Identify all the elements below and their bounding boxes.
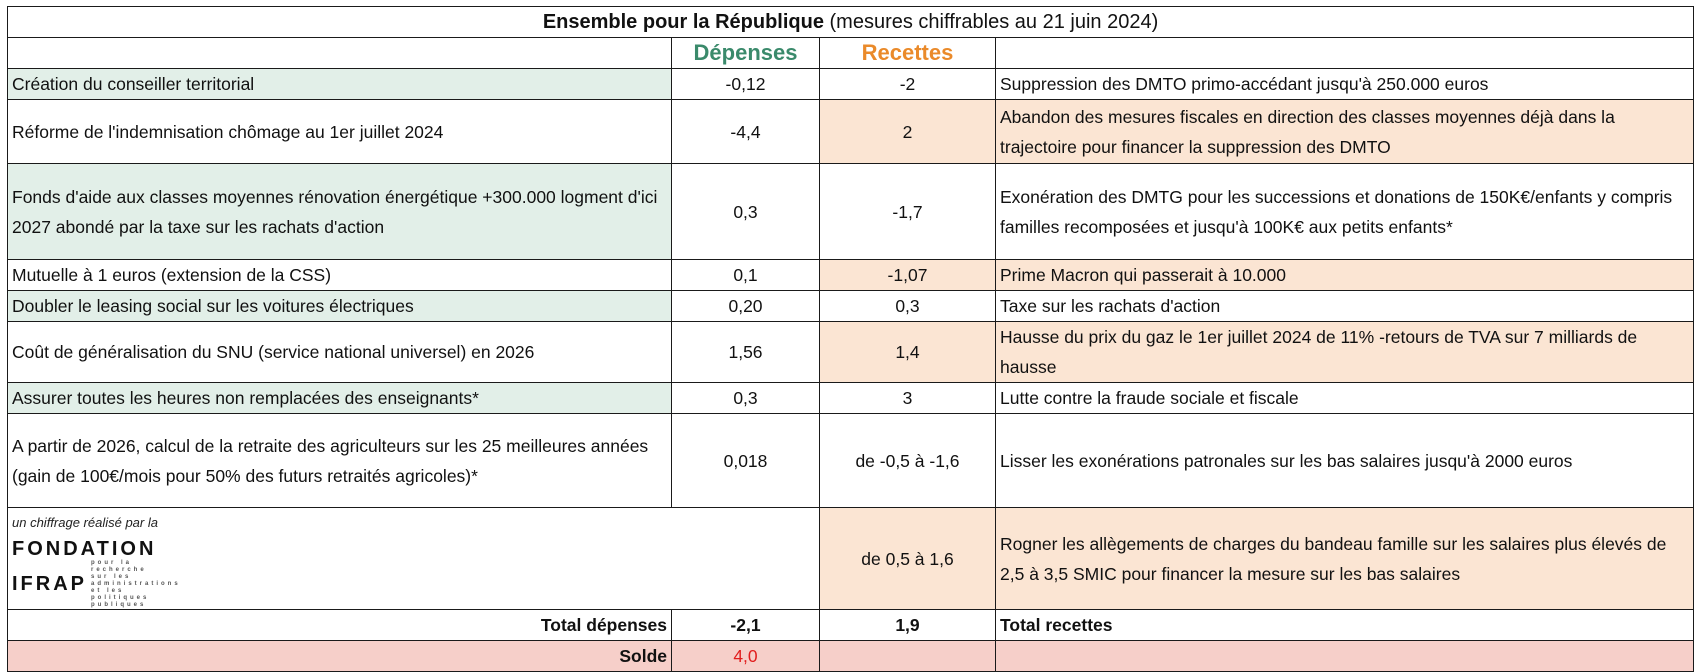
row-depense: 0,3 <box>672 164 820 260</box>
row-depense: -4,4 <box>672 100 820 164</box>
header-row <box>8 38 1694 69</box>
row-label: Doubler le leasing social sur les voitures électriques <box>8 291 672 322</box>
logo-row <box>8 508 1694 610</box>
logo-name-line2-wrap <box>12 560 815 609</box>
row-label: Réforme de l'indemnisation chômage au 1er juillet 2024 <box>8 100 672 164</box>
header-depenses: Dépenses <box>672 38 820 69</box>
row-recette: -1,07 <box>820 260 996 291</box>
row-recette: 3 <box>820 383 996 414</box>
logo-name-line2: IFRAP <box>12 572 87 595</box>
total-recettes-value: 1,9 <box>820 610 996 641</box>
total-recettes-label: Total recettes <box>996 610 1694 641</box>
solde-empty-2 <box>996 641 1694 672</box>
row-depense: 0,018 <box>672 414 820 508</box>
header-recettes: Recettes <box>820 38 996 69</box>
table-row <box>8 100 1694 164</box>
row-depense: -0,12 <box>672 69 820 100</box>
table-row <box>8 414 1694 508</box>
table-row <box>8 383 1694 414</box>
solde-value: 4,0 <box>672 641 820 672</box>
row-recette: de -0,5 à -1,6 <box>820 414 996 508</box>
header-empty-right <box>996 38 1694 69</box>
table-title <box>8 7 1694 38</box>
title-rest: (mesures chiffrables au 21 juin 2024) <box>823 11 1159 33</box>
table-row <box>8 291 1694 322</box>
ifrap-logo <box>8 508 820 610</box>
logo-caption: un chiffrage réalisé par la <box>12 515 158 530</box>
budget-table <box>7 6 1694 672</box>
solde-row <box>8 641 1694 672</box>
row-recette: 0,3 <box>820 291 996 322</box>
row-label: Assurer toutes les heures non remplacées des enseignants* <box>8 383 672 414</box>
row-depense: 0,1 <box>672 260 820 291</box>
solde-empty-1 <box>820 641 996 672</box>
row-recette-label: Lutte contre la fraude sociale et fiscale <box>996 383 1694 414</box>
row-recette-label: Exonération des DMTG pour les successions et donations de 150K€/enfants y compris familles recomposées et jusqu'à 100K€ aux petits enfants* <box>996 164 1694 260</box>
row-recette-label: Abandon des mesures fiscales en direction des classes moyennes déjà dans la trajectoire pour financer la suppression des DMTO <box>996 100 1694 164</box>
total-depenses-label: Total dépenses <box>8 610 672 641</box>
row-recette: 2 <box>820 100 996 164</box>
row-label: Coût de généralisation du SNU (service national universel) en 2026 <box>8 322 672 383</box>
title-bold: Ensemble pour la République <box>542 11 824 33</box>
title-row <box>8 7 1694 38</box>
row-recette: 1,4 <box>820 322 996 383</box>
table-row <box>8 69 1694 100</box>
row-recette-label: Suppression des DMTO primo-accédant jusqu'à 250.000 euros <box>996 69 1694 100</box>
row-recette: -2 <box>820 69 996 100</box>
total-depenses-value: -2,1 <box>672 610 820 641</box>
logo-subtitle: pour la recherche sur les administrations et les politiques publiques <box>91 560 181 608</box>
solde-label: Solde <box>8 641 672 672</box>
header-empty-left <box>8 38 672 69</box>
row-recette-label: Rogner les allègements de charges du bandeau famille sur les salaires plus élevés de 2,5 à 3,5 SMIC pour financer la mesure sur les bas salaires <box>996 508 1694 610</box>
row-label: Création du conseiller territorial <box>8 69 672 100</box>
totals-row <box>8 610 1694 641</box>
table-row <box>8 322 1694 383</box>
row-depense: 0,20 <box>672 291 820 322</box>
table-row <box>8 164 1694 260</box>
row-depense: 1,56 <box>672 322 820 383</box>
row-recette: -1,7 <box>820 164 996 260</box>
logo-name-line1: FONDATION <box>12 538 157 560</box>
row-label: Fonds d'aide aux classes moyennes rénovation énergétique +300.000 logment d'ici 2027 abondé par la taxe sur les rachats d'action <box>8 164 672 260</box>
row-label: A partir de 2026, calcul de la retraite des agriculteurs sur les 25 meilleures années (gain de 100€/mois pour 50% des futurs retraités agricoles)* <box>8 414 672 508</box>
row-recette: de 0,5 à 1,6 <box>820 508 996 610</box>
row-label: Mutuelle à 1 euros (extension de la CSS) <box>8 260 672 291</box>
row-recette-label: Hausse du prix du gaz le 1er juillet 2024 de 11% -retours de TVA sur 7 milliards de hausse <box>996 322 1694 383</box>
row-recette-label: Lisser les exonérations patronales sur les bas salaires jusqu'à 2000 euros <box>996 414 1694 508</box>
row-recette-label: Prime Macron qui passerait à 10.000 <box>996 260 1694 291</box>
row-recette-label: Taxe sur les rachats d'action <box>996 291 1694 322</box>
table-row <box>8 260 1694 291</box>
row-depense: 0,3 <box>672 383 820 414</box>
